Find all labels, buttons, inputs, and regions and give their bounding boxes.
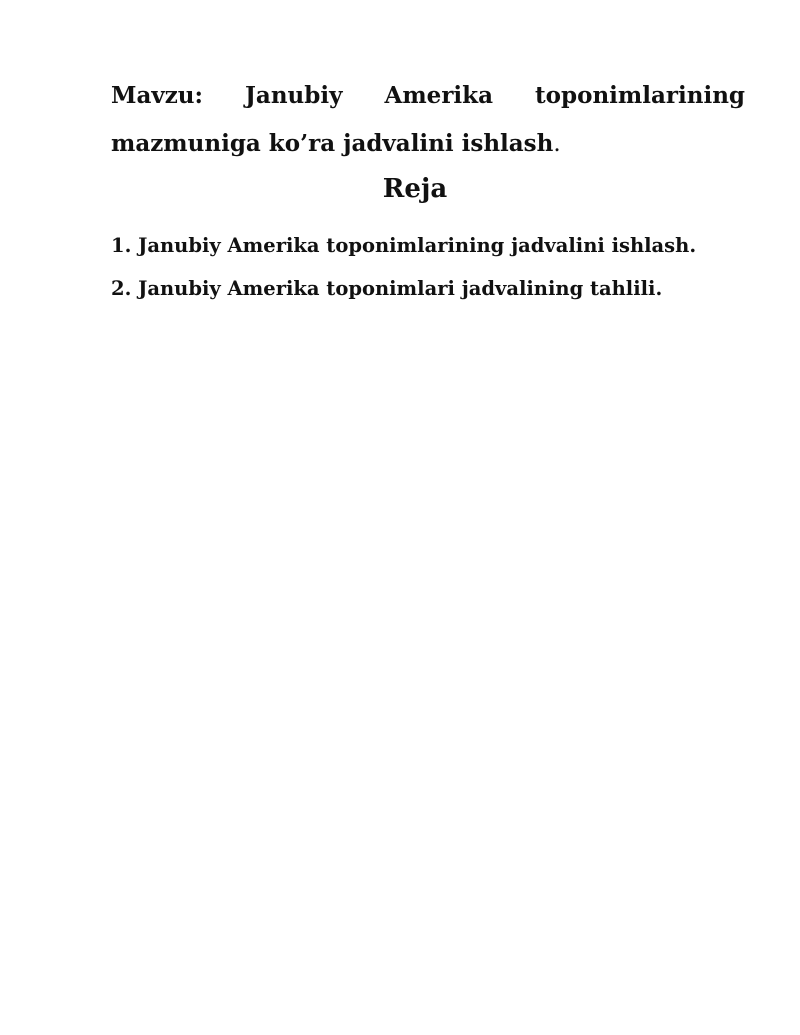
plan-item-1: 1. Janubiy Amerika toponimlarining jadvalini ishlash. xyxy=(111,234,697,257)
topic-line-2-text: mazmuniga ko’ra jadvalini ishlash xyxy=(111,130,554,157)
plan-item-2: 2. Janubiy Amerika toponimlari jadvalining tahlili. xyxy=(111,277,663,300)
topic-line-1: Mavzu: Janubiy Amerika toponimlarining xyxy=(111,82,745,109)
topic-period: . xyxy=(553,131,561,157)
topic-line-2 xyxy=(111,120,745,168)
plan-title: Reja xyxy=(382,174,448,204)
plan-list xyxy=(111,224,751,310)
topic-heading xyxy=(111,72,745,168)
